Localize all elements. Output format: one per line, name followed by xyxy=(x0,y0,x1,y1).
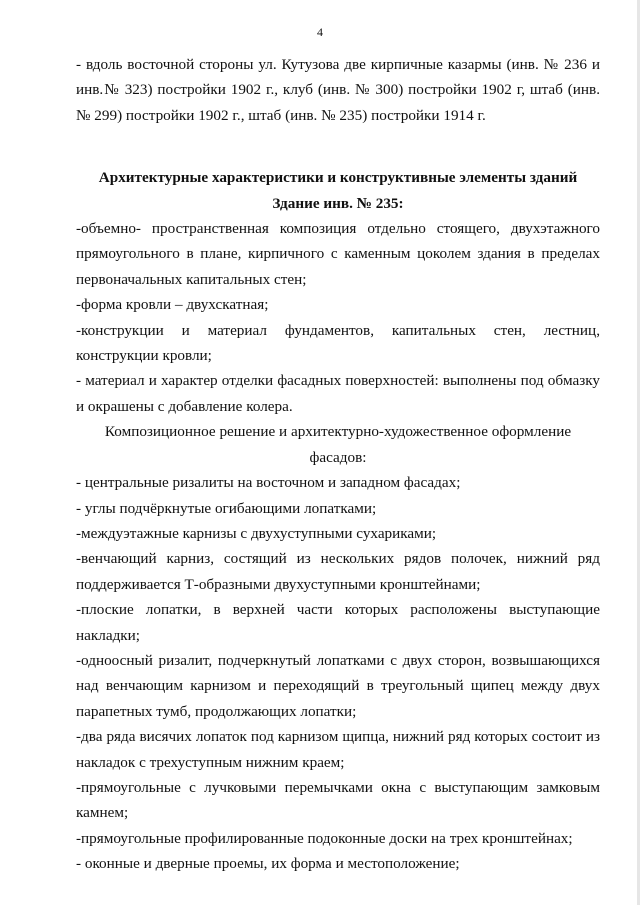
document-body xyxy=(76,52,600,877)
facade-item: -одноосный ризалит, подчеркнутый лопатками с двух сторон, возвышающихся над венчающим карнизом и переходящий в треугольный щипец между двух парапетных тумб, продолжающих лопатки; xyxy=(76,651,600,720)
section-spacer xyxy=(76,128,600,165)
facade-item: -прямоугольные профилированные подоконные доски на трех кронштейнах; xyxy=(76,829,573,847)
feature-item: -конструкции и материал фундаментов, капитальных стен, лестниц, конструкции кровли; xyxy=(76,321,600,365)
facade-item: - углы подчёркнутые огибающими лопатками; xyxy=(76,499,377,517)
feature-item: - материал и характер отделки фасадных поверхностей: выполнены под обмазку и окрашены с добавление колера. xyxy=(76,372,600,415)
facade-item: - оконные и дверные проемы, их форма и местоположение; xyxy=(76,855,460,873)
composition-title: Композиционное решение и архитектурно-художественное оформление фасадов: xyxy=(104,423,572,466)
page-number: 4 xyxy=(317,25,323,39)
intro-paragraph: - вдоль восточной стороны ул. Кутузова две кирпичные казармы (инв. № 236 и инв.№ 323) постройки 1902 г., клуб (инв. № 300) постройки 1902 г, штаб (инв. № 299) постройки 1902 г., штаб (инв. № 235) постройки 1914 г. xyxy=(76,56,600,124)
section-title: Архитектурные характеристики и конструктивные элементы зданий xyxy=(98,169,578,187)
facade-item: - центральные ризалиты на восточном и западном фасадах; xyxy=(76,474,461,492)
building-title: Здание инв. № 235: xyxy=(272,194,404,212)
feature-item: -объемно- пространственная композиция отдельно стоящего, двухэтажного прямоугольного в плане, кирпичного с каменным цоколем здания в пределах первоначальных капитальных стен; xyxy=(76,220,600,288)
facade-item: -прямоугольные с лучковыми перемычками окна с выступающим замковым камнем; xyxy=(76,778,600,822)
feature-item: -форма кровли – двухскатная; xyxy=(76,296,269,314)
facade-item: -междуэтажные карнизы с двухуступными сухариками; xyxy=(76,524,437,542)
facade-item: -два ряда висячих лопаток под карнизом щипца, нижний ряд которых состоит из накладок с трехуступным нижним краем; xyxy=(76,728,600,771)
facade-item: -венчающий карниз, состящий из нескольких рядов полочек, нижний ряд поддерживается Т-образными двухуступными кронштейнами; xyxy=(76,550,600,593)
facade-item: -плоские лопатки, в верхней части которых расположены выступающие накладки; xyxy=(76,601,600,644)
